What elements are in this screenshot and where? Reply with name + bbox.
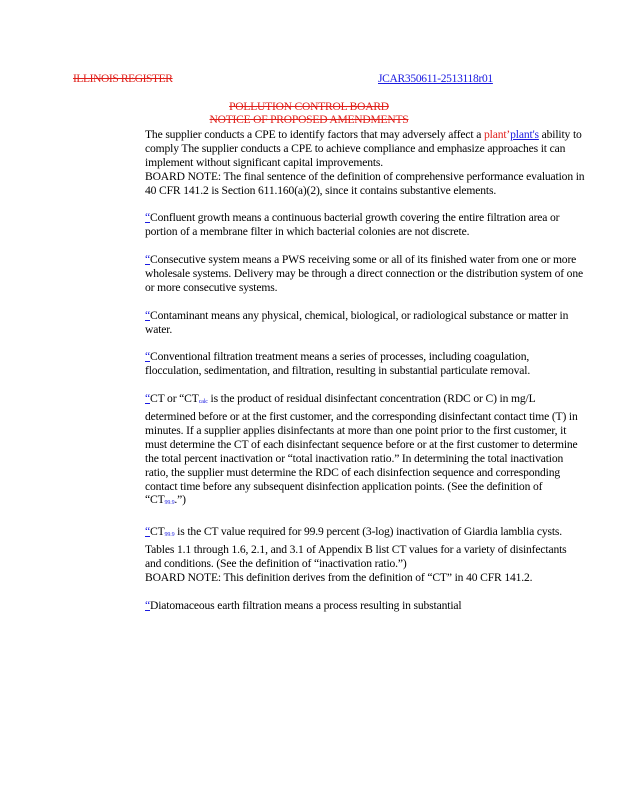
cpe-text-cont: ability to comply The supplier conducts a CPE to achieve compliance and emphasize approaches it can implement without significant capital improvements.: [145, 128, 582, 169]
subscript-999: 99.9: [164, 500, 175, 507]
defined-term: Consecutive system: [150, 253, 240, 267]
defined-term-calc: CT: [184, 392, 199, 406]
quote-mark: “: [145, 525, 150, 539]
quote-mark: “: [145, 598, 150, 612]
defined-term: Conventional filtration treatment: [150, 350, 298, 364]
quote-mark: “: [145, 308, 150, 322]
paragraph-contaminant: [145, 309, 585, 337]
definition-end: .”): [174, 493, 186, 507]
document-body: [145, 128, 585, 613]
board-note-cpe: BOARD NOTE: The final sentence of the definition of comprehensive performance evaluation in 40 CFR 141.2 is Section 611.160(a)(2), since it contains substantive elements.: [145, 169, 585, 197]
paragraph-ct999: [145, 525, 585, 585]
paragraph-consecutive-system: [145, 253, 585, 295]
conjunction: or “: [164, 392, 185, 406]
subscript-calc: calc: [198, 399, 208, 406]
deleted-plant: plant’: [483, 128, 511, 141]
notice-title: NOTICE OF PROPOSED AMENDMENTS: [209, 114, 409, 126]
paragraph-confluent-growth: [145, 211, 585, 239]
definition-tail: particulate removal.: [440, 364, 531, 378]
paragraph-conventional-filtration: [145, 350, 585, 378]
inserted-plant: plant's: [510, 128, 539, 141]
definition-text: is the CT value required for 99.9 percent (3-log) inactivation of Giardia lamblia cysts. Tables 1.1 through 1.6, 2.1, and 3.1 of Appendix B list CT values for a variety of disinfectants and conditions. (See the definition of “inactivation ratio.”): [145, 525, 567, 571]
definition-text: means any physical, chemical, biological, or radiological substance or matter in water.: [145, 308, 569, 336]
board-title: POLLUTION CONTROL BOARD: [229, 101, 389, 113]
definition-text: means a PWS receiving some or all of its finished water from one or more wholesale systems. Delivery may be through a direct connection or the distribution system of one or more consecutive systems.: [145, 253, 583, 294]
board-note-ct: BOARD NOTE: This definition derives from the definition of “CT” in 40 CFR 141.2.: [145, 571, 533, 584]
paragraph-cpe: [145, 128, 585, 198]
definition-text: means a process resulting in substantial: [281, 598, 462, 612]
subscript-999: 99.9: [164, 532, 175, 539]
quote-mark: “: [145, 392, 150, 406]
paragraph-diatomaceous: [145, 599, 585, 613]
quote-mark: “: [145, 253, 150, 267]
definition-text: is the product of residual disinfectant concentration (RDC or C) in mg/L determined before or at the first customer, and the corresponding disinfectant contact time (T) in minutes. If a supplier applies disinfectants at more than one point prior to the first customer, it must determine the CT of each disinfectant sequence before or at the first customer to determine the total percent inactivation or “total inactivation ratio.” In determining the total inactivation ratio, the supplier must determine the RDC of each disinfection sequence and corresponding contact time before any subsequent disinfection application points. (See the definition of “CT: [145, 392, 578, 507]
defined-term: Confluent growth: [150, 211, 230, 225]
quote-mark: “: [145, 350, 150, 364]
defined-term: CT: [150, 392, 165, 406]
paragraph-ct: [145, 392, 585, 511]
definition-text: means a series of processes, including coagulation, flocculation, sedimentation, and filtration, resulting in substantial: [145, 350, 530, 378]
defined-term: Contaminant: [150, 308, 209, 322]
definition-text: means a continuous bacterial growth covering the entire filtration area or portion of a membrane filter in which bacterial colonies are not discrete.: [145, 211, 560, 239]
jcar-code-header: JCAR350611-2513118r01: [378, 73, 493, 85]
defined-term: CT: [150, 525, 165, 539]
register-header: ILLINOIS REGISTER: [73, 73, 173, 85]
defined-term: Diatomaceous earth filtration: [150, 598, 282, 612]
cpe-text: The supplier conducts a CPE to identify factors that may adversely affect a: [145, 128, 484, 141]
quote-mark: “: [145, 211, 150, 225]
